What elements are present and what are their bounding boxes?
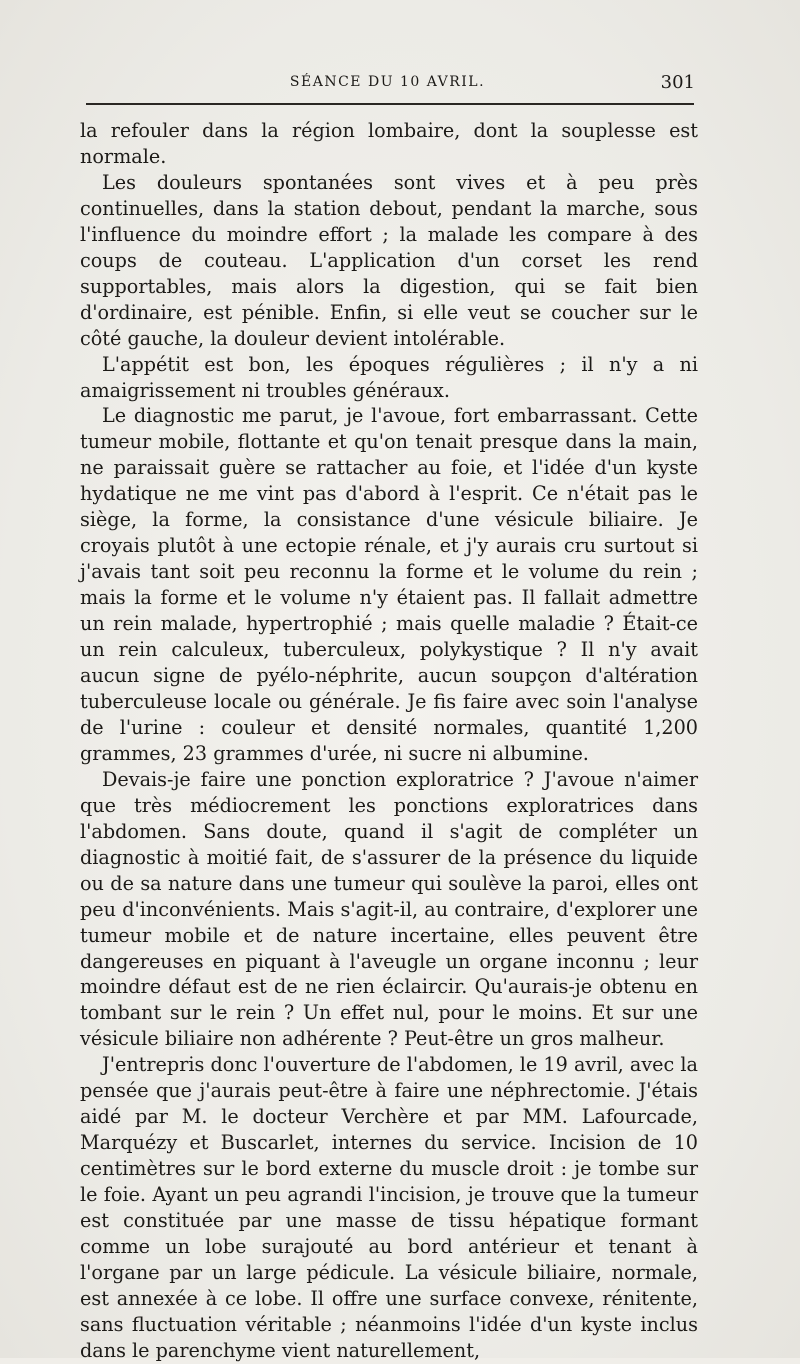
paragraph: Le diagnostic me parut, je l'avoue, fort embarrassant. Cette tumeur mobile, flottante et qu'on tenait presque dans la main, ne paraissait guère se rattacher au foie, et l'idée d'un kyste hydatique ne me vint pas d'abord à l'esprit. Ce n'était pas le siège, la forme, la consistance d'une vésicule biliaire. Je croyais plutôt à une ectopie rénale, et j'y aurais cru surtout si j'avais tant soit peu reconnu la forme et le volume du rein ; mais la forme et le volume n'y étaient pas. Il fallait admettre un rein malade, hypertrophié ; mais quelle maladie ? Était-ce un rein calculeux, tuberculeux, polykystique ? Il n'y avait aucun signe de pyélo-néphrite, aucun soupçon d'altération tuberculeuse locale ou générale. Je fis faire avec soin l'analyse de l'urine : couleur et densité normales, quantité 1,200 grammes, 23 grammes d'urée, ni sucre ni albumine.	[80, 404, 698, 765]
paragraph: la refouler dans la région lombaire, dont la souplesse est normale.	[80, 119, 698, 168]
paragraph: L'appétit est bon, les époques régulières ; il n'y a ni amaigrissement ni troubles généraux.	[80, 352, 698, 402]
body-text	[80, 118, 698, 1364]
paragraph: J'entrepris donc l'ouverture de l'abdomen, le 19 avril, avec la pensée que j'aurais peut-être à faire une néphrectomie. J'étais aidé par M. le docteur Verchère et par MM. Lafourcade, Marquézy et Buscarlet, internes du service. Incision de 10 centimètres sur le bord externe du muscle droit : je tombe sur le foie. Ayant un peu agrandi l'incision, je trouve que la tumeur est constituée par une masse de tissu hépatique formant comme un lobe surajouté au bord antérieur et tenant à l'organe par un large pédicule. La vésicule biliaire, normale, est annexée à ce lobe. Il offre une surface convexe, rénitente, sans fluctuation véritable ; néanmoins l'idée d'un kyste inclus dans le parenchyme vient naturellement,	[80, 1053, 698, 1362]
page-number: 301	[660, 72, 695, 93]
running-head	[80, 74, 695, 100]
paragraph: Devais-je faire une ponction exploratrice ? J'avoue n'aimer que très médiocrement les ponctions exploratrices dans l'abdomen. Sans doute, quand il s'agit de compléter un diagnostic à moitié fait, de s'assurer de la présence du liquide ou de sa nature dans une tumeur qui soulève la paroi, elles ont peu d'inconvénients. Mais s'agit-il, au contraire, d'explorer une tumeur mobile et de nature incertaine, elles peuvent être dangereuses en piquant à l'aveugle un organe inconnu ; leur moindre défaut est de ne rien éclaircir. Qu'aurais-je obtenu en tombant sur le rein ? Un effet nul, pour le moins. Et sur une vésicule biliaire non adhérente ? Peut-être un gros malheur.	[80, 767, 698, 1051]
paragraph: Les douleurs spontanées sont vives et à peu près continuelles, dans la station debout, pendant la marche, sous l'influence du moindre effort ; la malade les compare à des coups de couteau. L'application d'un corset les rend supportables, mais alors la digestion, qui se fait bien d'ordinaire, est pénible. Enfin, si elle veut se coucher sur le côté gauche, la douleur devient intolérable.	[80, 170, 698, 350]
running-title: SÉANCE DU 10 AVRIL.	[289, 74, 486, 90]
header-rule	[86, 103, 694, 105]
